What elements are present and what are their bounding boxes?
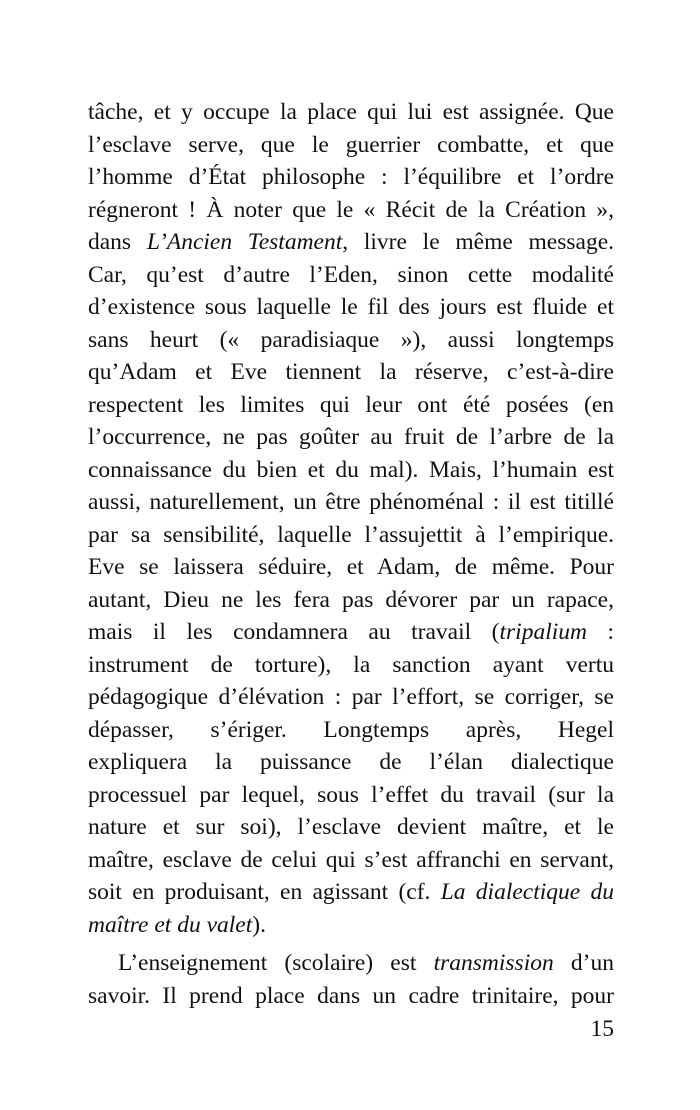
- text-line: [88, 96, 614, 129]
- text-run: d’existence sous laquelle le fil des jours est fluide et: [88, 294, 614, 320]
- text-line: [88, 291, 614, 324]
- text-run: soit en produisant, en agissant (cf.: [88, 879, 441, 905]
- text-line: [88, 681, 614, 714]
- page-number: 15: [590, 1016, 614, 1042]
- text-run: mais il les condamnera au travail (: [88, 619, 500, 645]
- text-run: connaissance du bien et du mal). Mais, l’humain est: [88, 456, 614, 483]
- text-run: sans heurt (« paradisiaque »), aussi longtemps: [88, 326, 614, 353]
- text-line: [88, 714, 614, 747]
- text-run: l’esclave serve, que le guerrier combatte, et que: [88, 131, 614, 158]
- text-line: [88, 194, 614, 227]
- text-line: [88, 519, 614, 552]
- text-line: [88, 454, 614, 487]
- text-run: par sa sensibilité, laquelle l’assujettit à l’empirique.: [88, 521, 614, 548]
- text-run: processuel par lequel, sous l’effet du travail (sur la: [88, 781, 614, 808]
- text-run: savoir. Il prend place dans un cadre trinitaire, pour: [88, 982, 614, 1009]
- text-line: [88, 551, 614, 584]
- text-run: l’homme d’État philosophe : l’équilibre et l’ordre: [88, 164, 614, 190]
- text-run: respectent les limites qui leur ont été posées (en: [88, 391, 614, 418]
- text-line: [88, 161, 614, 194]
- text-run: L’enseignement (scolaire) est: [118, 950, 434, 976]
- text-line: [88, 421, 614, 454]
- text-line: [88, 389, 614, 422]
- text-run: :: [586, 619, 614, 645]
- paragraph-last-line: [88, 909, 614, 942]
- text-run: expliquera la puissance de l’élan dialectique: [88, 749, 614, 775]
- text-line: [88, 876, 614, 909]
- paragraph-first-line: [88, 947, 614, 980]
- italic-text: tripalium: [499, 619, 587, 645]
- text-line: [88, 779, 614, 812]
- text-line: [88, 226, 614, 259]
- text-line: [88, 324, 614, 357]
- text-run: aussi, naturellement, un être phénoménal : il est titillé: [88, 489, 614, 515]
- text-line: [88, 746, 614, 779]
- text-run: dépasser, s’ériger. Longtemps après, Hegel: [88, 716, 614, 743]
- text-line: [88, 584, 614, 617]
- text-run: régneront ! À noter que le « Récit de la Création »,: [88, 196, 614, 223]
- text-line: [88, 980, 614, 1013]
- text-run: maître, esclave de celui qui s’est affranchi en servant,: [88, 846, 614, 873]
- text-line: [88, 811, 614, 844]
- text-line: [88, 259, 614, 292]
- text-run: autant, Dieu ne les fera pas dévorer par un rapace,: [88, 586, 614, 613]
- text-line: [88, 486, 614, 519]
- text-run: l’occurrence, ne pas goûter au fruit de l’arbre de la: [88, 424, 614, 450]
- text-line: [88, 616, 614, 649]
- text-line: [88, 129, 614, 162]
- italic-text: transmission: [433, 950, 554, 976]
- body-text: [88, 96, 614, 1012]
- text-run: instrument de torture), la sanction ayant vertu: [88, 651, 614, 678]
- text-run: , livre le même message.: [342, 229, 614, 255]
- text-run: qu’Adam et Eve tiennent la réserve, c’est-à-dire: [88, 359, 614, 385]
- text-line: [88, 844, 614, 877]
- text-run: dans: [88, 229, 147, 255]
- italic-text: La dialectique du: [440, 879, 614, 905]
- text-line: [88, 356, 614, 389]
- text-line: [88, 649, 614, 682]
- text-run: ).: [252, 911, 266, 938]
- text-run: tâche, et y occupe la place qui lui est assignée. Que: [88, 99, 614, 125]
- text-run: pédagogique d’élévation : par l’effort, se corriger, se: [88, 684, 614, 710]
- italic-text: L’Ancien Testament: [146, 229, 343, 255]
- text-run: Eve se laissera séduire, et Adam, de même. Pour: [88, 554, 614, 580]
- text-run: d’un: [553, 950, 614, 976]
- text-run: nature et sur soi), l’esclave devient maître, et le: [88, 814, 614, 840]
- text-run: Car, qu’est d’autre l’Eden, sinon cette modalité: [88, 261, 614, 288]
- italic-text: maître et du valet: [88, 911, 253, 938]
